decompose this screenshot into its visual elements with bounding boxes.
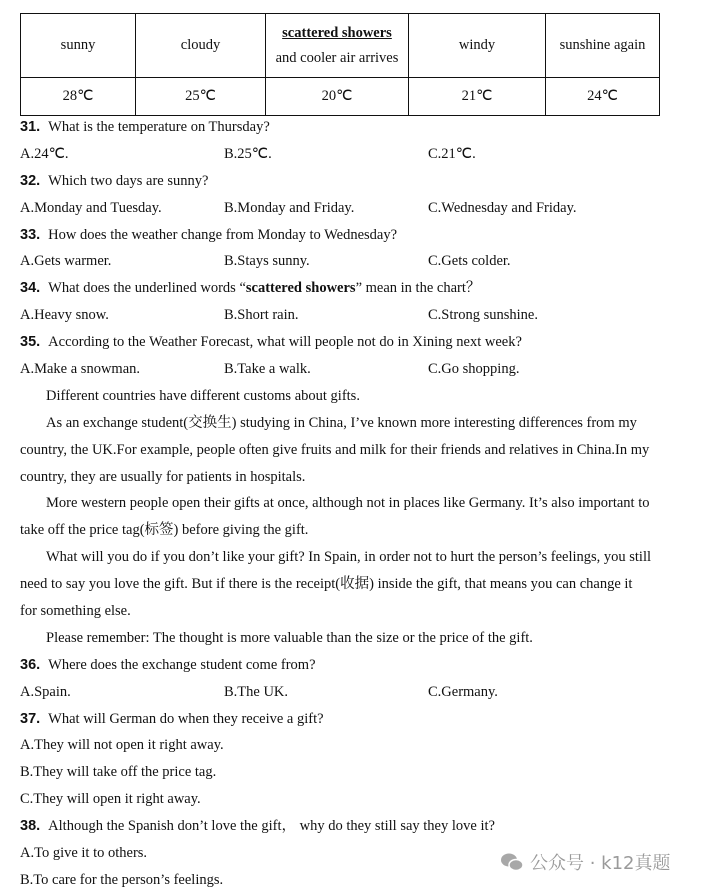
option-c: C.21℃. — [428, 145, 476, 162]
options-32 — [20, 195, 680, 222]
option-b: B.25℃. — [224, 145, 272, 162]
question-number: 36. — [20, 656, 41, 673]
question-31 — [20, 114, 680, 141]
question-35 — [20, 329, 680, 356]
option-b: B.Stays sunny. — [224, 253, 310, 270]
document-body — [20, 114, 680, 894]
question-34 — [20, 275, 680, 302]
option-a: A.Spain. — [20, 683, 71, 700]
question-32 — [20, 168, 680, 195]
wechat-icon — [500, 852, 524, 872]
options-35 — [20, 356, 680, 383]
options-33 — [20, 248, 680, 275]
cell: 21℃ — [409, 78, 546, 116]
option-a: A.24℃. — [20, 145, 69, 162]
options-36 — [20, 679, 680, 706]
option-b: B.Take a walk. — [224, 361, 311, 378]
option-b: B.Short rain. — [224, 307, 299, 324]
question-text: Although the Spanish don’t love the gift， why do they still say they love it? — [48, 818, 495, 835]
options-31 — [20, 141, 680, 168]
option-b: B.They will take off the price tag. — [20, 764, 217, 781]
cell: 28℃ — [21, 78, 136, 116]
weather-table — [20, 13, 660, 116]
question-number: 35. — [20, 334, 41, 351]
cell: 20℃ — [266, 78, 409, 116]
passage-line: country, the UK.For example, people often give fruits and milk for their friends and relatives in China.In my — [20, 441, 650, 458]
option-b: B.Monday and Friday. — [224, 199, 355, 216]
question-36 — [20, 652, 680, 679]
question-number: 38. — [20, 818, 41, 835]
question-number: 37. — [20, 710, 41, 727]
cell: sunny — [21, 14, 136, 78]
option-c: C.Go shopping. — [428, 361, 520, 378]
question-text: How does the weather change from Monday to Wednesday? — [48, 226, 398, 243]
question-38 — [20, 813, 680, 840]
option-c: C.They will open it right away. — [20, 791, 201, 808]
question-number: 31. — [20, 119, 41, 135]
cell: sunshine again — [546, 14, 660, 78]
question-text: What is the temperature on Thursday? — [48, 119, 270, 135]
passage-line: More western people open their gifts at once, although not in places like Germany. It’s also important to — [46, 495, 650, 512]
option-a: A.To give it to others. — [20, 845, 148, 862]
cell — [266, 14, 409, 78]
question-text: Which two days are sunny? — [48, 172, 209, 189]
question-text: What will German do when they receive a gift? — [48, 710, 324, 727]
option-a: A.They will not open it right away. — [20, 737, 224, 754]
option-a: A.Gets warmer. — [20, 253, 112, 270]
option-a: A.Monday and Tuesday. — [20, 199, 162, 216]
passage-line: Different countries have different customs about gifts. — [46, 387, 360, 404]
passage-line: As an exchange student(交换生) studying in China, I’ve known more interesting differences from my — [46, 414, 637, 431]
passage-line: What will you do if you don’t like your gift? In Spain, in order not to hurt the person’s feelings, you still — [46, 549, 652, 566]
option-a: A.Make a snowman. — [20, 361, 141, 378]
question-number: 34. — [20, 280, 41, 297]
cell-text: and cooler air arrives — [275, 49, 399, 66]
cell: 24℃ — [546, 78, 660, 116]
question-number: 33. — [20, 226, 41, 243]
passage-line: Please remember: The thought is more valuable than the size or the price of the gift. — [46, 629, 533, 646]
question-text: ” mean in the chart？ — [355, 280, 481, 297]
cell: 25℃ — [136, 78, 266, 116]
option-b: B.To care for the person’s feelings. — [20, 871, 224, 888]
question-37 — [20, 706, 680, 733]
question-text: According to the Weather Forecast, what will people not do in Xining next week? — [48, 334, 522, 351]
watermark-text: 公众号 · k12真题 — [530, 853, 671, 874]
question-number: 32. — [20, 172, 41, 189]
option-a: A.Heavy snow. — [20, 307, 109, 324]
options-34 — [20, 302, 680, 329]
question-text: Where does the exchange student come from? — [48, 656, 316, 673]
option-c: C.Wednesday and Friday. — [428, 199, 577, 216]
passage-line: take off the price tag(标签) before giving the gift. — [20, 522, 309, 539]
cell: cloudy — [136, 14, 266, 78]
bold-words: scattered showers — [245, 280, 356, 297]
question-text: What does the underlined words “ — [48, 280, 246, 297]
option-b: B.The UK. — [224, 683, 289, 700]
passage-line: country, they are usually for patients in hospitals. — [20, 468, 306, 485]
question-33 — [20, 222, 680, 249]
underlined-words: scattered showers — [282, 24, 392, 41]
passage-line: need to say you love the gift. But if there is the receipt(收据) inside the gift, that means you can change it — [20, 576, 633, 593]
option-c: C.Germany. — [428, 683, 498, 700]
watermark — [500, 849, 671, 875]
passage-line: for something else. — [20, 603, 131, 620]
cell: windy — [409, 14, 546, 78]
option-c: C.Strong sunshine. — [428, 307, 538, 324]
option-c: C.Gets colder. — [428, 253, 511, 270]
